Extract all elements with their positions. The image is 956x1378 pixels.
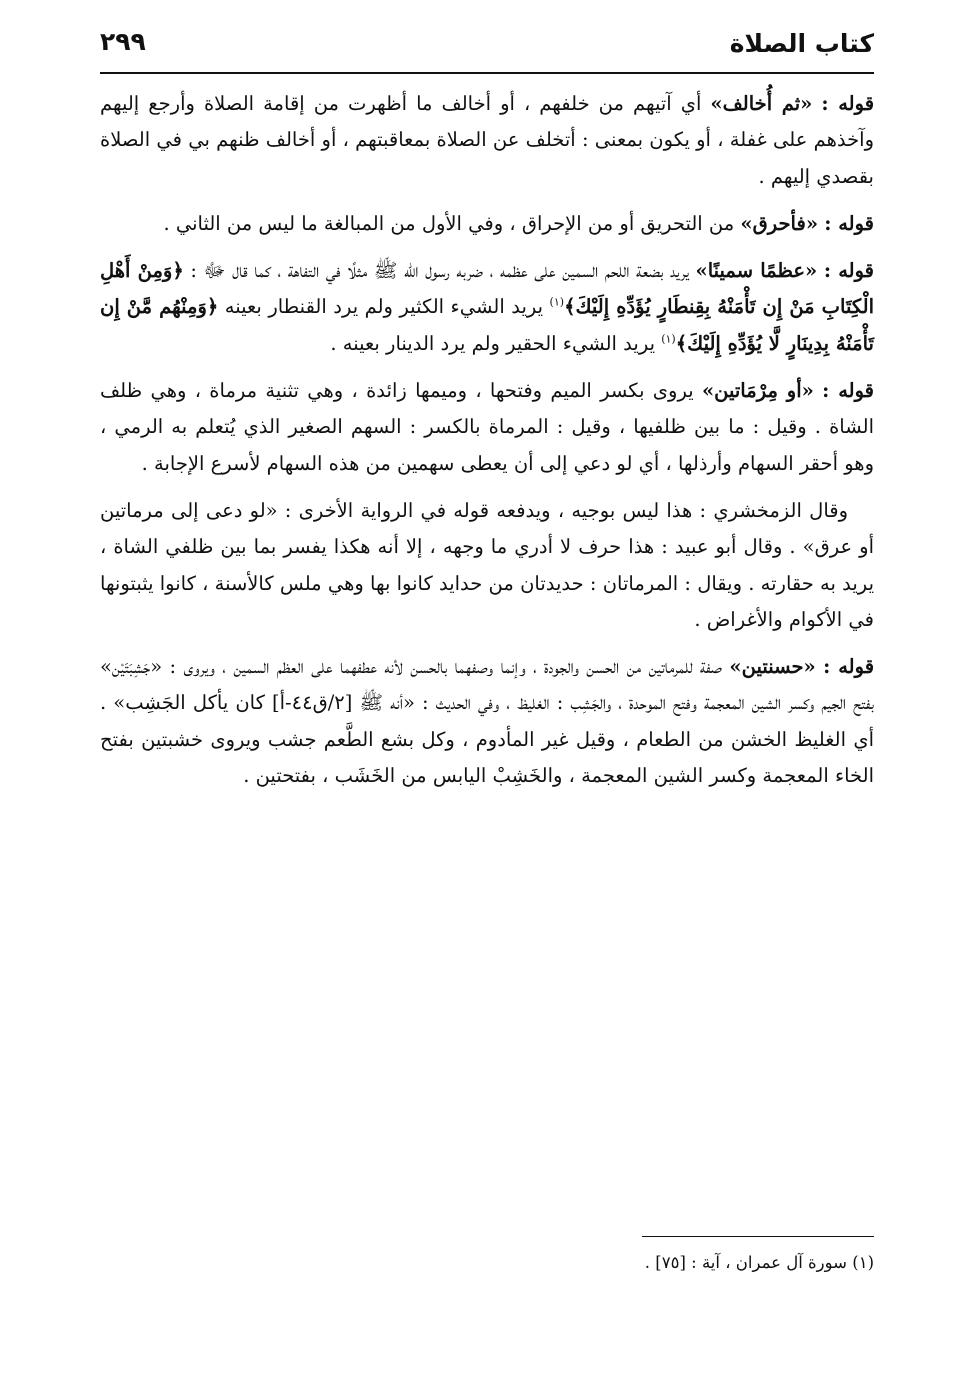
footnote-rule xyxy=(642,1236,874,1237)
footnote: (١) سورة آل عمران ، آية : [٧٥] . xyxy=(644,1253,874,1272)
paragraph-label: قوله : xyxy=(821,92,875,115)
header-rule xyxy=(100,72,874,74)
footnote-marker: (١) xyxy=(661,332,676,346)
paragraph-text: من التحريق أو من الإحراق ، وفي الأول من المبالغة ما ليس من الثاني . xyxy=(163,211,741,235)
book-title: كتاب الصلاة xyxy=(729,29,874,58)
paragraph-hasanatayn xyxy=(100,649,874,794)
paragraph-zamakhshari xyxy=(100,493,874,638)
body-text xyxy=(100,86,874,805)
lemma: «عظمًا سمينًا» xyxy=(695,259,818,283)
lemma: «أو مِرْمَاتين» xyxy=(701,379,814,403)
paragraph-label: قوله : xyxy=(822,379,874,403)
page-header xyxy=(100,22,874,68)
paragraph-text: وقال الزمخشري : هذا ليس بوجيه ، ويدفعه قوله في الرواية الأخرى : «لو دعى إلى مرماتين أو عرق» . وقال أبو عبيد : هذا حرف لا أدري ما وجهه ، إلا أنه هكذا يفسر بما بين ظلفي الشاة ، يريد به حقارته . ويقال : المرماتان : حديدتان من حدايد كانوا بها وهي ملس كالأسنة ، كانوا يثبتونها في الأكوام والأغراض . xyxy=(100,498,874,631)
paragraph-label: قوله : xyxy=(823,259,875,283)
footnote-marker: (١) xyxy=(549,295,565,309)
paragraph-thumma-ukhalif xyxy=(100,86,874,195)
quran-verse: ﴿وَمِنْهُم مَّنْ إِن تَأْمَنْهُ بِدِينَارٍ لَّا يُؤَدِّهِ إِلَيْكَ﴾ xyxy=(100,295,874,355)
lemma: «حسنتين» xyxy=(729,655,816,679)
paragraph-text: يروى بكسر الميم وفتحها ، وميمها زائدة ، وهي تثنية مرماة ، وهي ظلف الشاة . وقيل : ما بين ظلفيها ، وقيل : المرماة بالكسر : السهم الصغير الذي يُتعلم به الرمي ، وهو أحقر السهام وأرذلها ، أي لو دعي إلى أن يعطى سهمين من هذه السهام لأسرع الإجابة . xyxy=(100,379,874,475)
quran-verse: ﴿وَمِنْ أَهْلِ الْكِتَابِ مَنْ إِن تَأْمَنْهُ بِقِنطَارٍ يُؤَدِّهِ إِلَيْكَ﴾ xyxy=(100,259,874,319)
paragraph-text: يريد الشيء الحقير ولم يرد الدينار بعينه . xyxy=(330,331,662,355)
paragraph-label: قوله : xyxy=(824,211,874,235)
paragraph-label: قوله : xyxy=(823,655,875,679)
lemma: «فأحرق» xyxy=(740,211,819,235)
paragraph-azman-saminan xyxy=(100,253,874,362)
paragraph-text: يريد بضعة اللحم السمين على عظمه ، ضربه رسول الله ﷺ مثلًا في التفاهة ، كما قال ﷻ : xyxy=(183,259,696,283)
paragraph-mirmatayn xyxy=(100,373,874,482)
paragraph-fa-uharriq xyxy=(100,206,874,242)
lemma: «ثم أُخالف» xyxy=(710,92,813,115)
paragraph-text: صفة للمرماتين من الحسن والجودة ، وإنما وصفهما بالحسن لأنه عطفهما على العظم السمين ، ويروى : «جَشِبَتَيْن» بفتح الجيم وكسر الشين المعجمة وفتح الموحدة ، والجَشِب : الغليظ ، وفي الحديث : «أنه ﷺ [٢/ق٤٤-أ] كان يأكل الجَشِب» . أي الغليظ الخشن من الطعام ، وقيل غير المأدوم ، وكل بشع الطَّعم جشب ويروى خشبتين بفتح الخاء المعجمة وكسر الشين المعجمة ، والخَشِبْ اليابس من الخَشَب ، بفتحتين . xyxy=(100,655,874,788)
page-number: ٢٩٩ xyxy=(100,27,146,56)
paragraph-text: يريد الشيء الكثير ولم يرد القنطار بعينه xyxy=(218,295,550,319)
paragraph-text: أي آتيهم من خلفهم ، أو أخالف ما أظهرت من إقامة الصلاة وأرجع إليهم وآخذهم على غفلة ، أو يكون بمعنى : أتخلف عن الصلاة بمعاقبتهم ، أو أخالف ظنهم بي في الصلاة بقصدي إليهم . xyxy=(100,92,874,188)
